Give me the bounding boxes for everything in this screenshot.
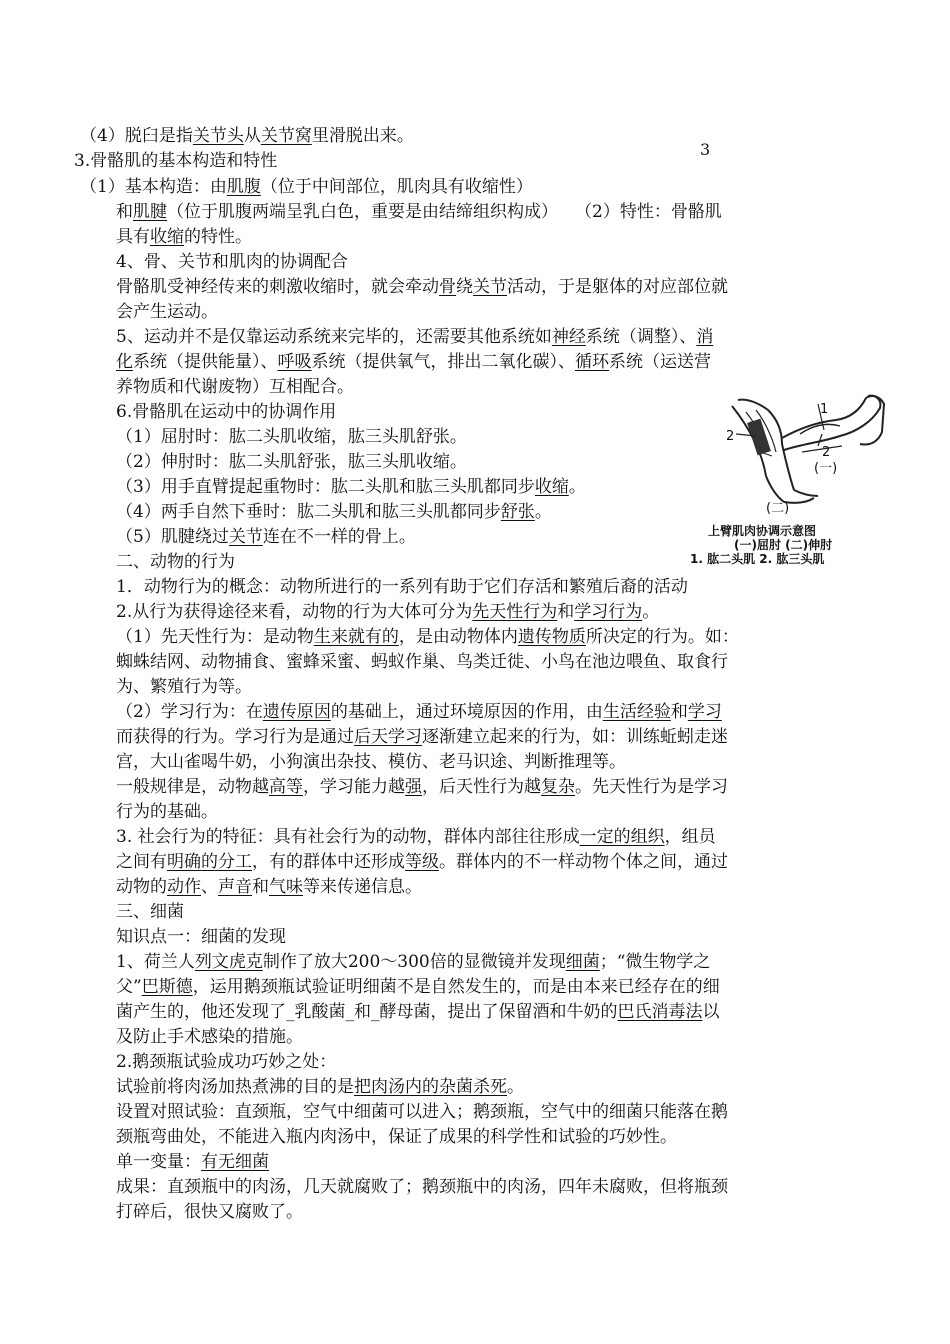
text-segment: 。群体内的不一样动物个体之间，通过	[439, 852, 728, 872]
text-segment: 活动，于是躯体的对应部位就	[507, 277, 728, 297]
label-triceps-2b: 2	[726, 429, 735, 444]
underlined-answer: 生活经验	[602, 702, 671, 722]
text-line	[80, 175, 533, 199]
text-segment: 颈瓶弯曲处，不能进入瓶内肉汤中，保证了成果的科学性和试验的巧妙性。	[116, 1127, 677, 1147]
text-segment: 具有	[116, 227, 150, 247]
text-segment: （1）屈肘时：肱二头肌收缩，肱三头肌舒张。	[116, 427, 467, 447]
underlined-answer: 收缩	[534, 477, 569, 497]
text-segment: 系统（提供氧气，排出二氧化碳）、	[311, 352, 575, 372]
text-line	[116, 625, 739, 649]
text-line	[116, 525, 416, 549]
text-segment: 之间有	[116, 852, 167, 872]
label-extension: (二)	[766, 501, 790, 516]
underlined-answer: 神经	[551, 327, 586, 347]
text-line	[116, 750, 626, 774]
underlined-answer: 细菌	[565, 952, 600, 972]
text-segment: 5、运动并不是仅靠运动系统来完毕的，还需要其他系统如	[116, 327, 552, 347]
text-segment: 绕	[456, 277, 473, 297]
text-segment: 。先天性行为是学习	[575, 777, 728, 797]
text-segment: 的特性。	[184, 227, 252, 247]
underlined-answer: 舒张	[500, 502, 535, 522]
underlined-answer: 列文虎克	[194, 952, 263, 972]
text-segment: 一般规律是，动物越	[116, 777, 269, 797]
text-line	[116, 450, 467, 474]
text-line	[116, 225, 252, 249]
text-line	[116, 400, 336, 424]
label-triceps-2: 2	[822, 445, 831, 460]
text-segment: （2）伸肘时：肱二头肌舒张，肱三头肌收缩。	[116, 452, 467, 472]
underlined-answer: 强	[405, 777, 422, 797]
text-segment: 逐渐建立起来的行为，如：训练蚯蚓走迷	[422, 727, 728, 747]
text-segment: 所决定的行为。如：	[585, 627, 739, 647]
text-segment: 父”	[116, 977, 142, 997]
text-line	[80, 124, 414, 148]
text-line	[116, 1075, 524, 1099]
text-line	[116, 300, 218, 324]
text-line	[116, 925, 286, 949]
text-segment: 2.鹅颈瓶试验成功巧妙之处：	[116, 1052, 337, 1072]
text-segment: 系统（提供能量）、	[133, 352, 278, 372]
underlined-answer: 巴斯德	[141, 977, 193, 997]
text-segment: 知识点一：细菌的发现	[116, 927, 286, 947]
text-segment: 连在不一样的骨上。	[262, 527, 416, 547]
text-segment: 里滑脱出来。	[311, 126, 414, 146]
underlined-answer: 气味	[269, 877, 303, 897]
text-line	[116, 975, 720, 999]
text-segment: 制作了放大200～300倍的显微镜并发现	[262, 952, 566, 972]
text-segment: 从	[243, 126, 261, 146]
text-line	[116, 275, 728, 299]
underlined-answer: 关节窝	[260, 126, 312, 146]
text-segment: ，后天性行为越	[422, 777, 541, 797]
text-line	[116, 575, 688, 599]
text-line	[116, 675, 252, 699]
text-line	[116, 350, 711, 374]
text-segment: 为、繁殖行为等。	[116, 677, 252, 697]
underlined-answer: 肌腱	[133, 202, 167, 222]
text-segment: 成果：直颈瓶中的肉汤，几天就腐败了；鹅颈瓶中的肉汤，四年未腐败，但将瓶颈	[116, 1177, 728, 1197]
text-line	[116, 850, 728, 874]
underlined-answer: 有无细菌	[201, 1152, 269, 1172]
underlined-answer: 学习行为	[574, 602, 643, 622]
underlined-answer: 动作	[167, 877, 201, 897]
underlined-answer: 收缩	[150, 227, 184, 247]
text-line	[116, 1025, 303, 1049]
text-segment: 和	[116, 202, 133, 222]
underlined-answer: 巴氏消毒法	[617, 1002, 703, 1022]
text-segment: 动物的	[116, 877, 167, 897]
text-line	[116, 1175, 728, 1199]
text-segment: 3.骨骼肌的基本构造和特性	[74, 151, 278, 171]
text-line	[74, 149, 277, 173]
label-flexion: (一)	[814, 461, 838, 476]
text-line	[116, 1200, 303, 1224]
page-number: 3	[700, 140, 711, 159]
figure-subtitle: (一)屈肘 (二)伸肘	[734, 538, 833, 552]
flexed-arm-drawing	[782, 396, 884, 452]
underlined-answer: 循环	[575, 352, 609, 372]
text-segment: （5）肌腱绕过	[116, 527, 229, 547]
text-line	[116, 1100, 728, 1124]
text-segment: 2.从行为获得途径来看，动物的行为大体可分为	[116, 602, 473, 622]
underlined-answer: 肌腹	[226, 177, 261, 197]
text-segment: 蜘蛛结网、动物捕食、蜜蜂采蜜、蚂蚁作巢、鸟类迁徙、小鸟在池边喂鱼、取食行	[116, 652, 728, 672]
text-segment: 会产生运动。	[116, 302, 218, 322]
underlined-answer: 把肉汤内的杂菌杀死	[354, 1077, 507, 1097]
text-segment: 和	[252, 877, 269, 897]
text-line	[116, 775, 728, 799]
text-segment: 4、骨、关节和肌肉的协调配合	[116, 252, 348, 272]
text-line	[116, 650, 728, 674]
text-segment: 。	[642, 602, 660, 622]
underlined-answer: 复杂	[541, 777, 575, 797]
text-segment: 3. 社会行为的特征：具有社会行为的动物，群体内部往往形成	[116, 827, 580, 847]
underlined-answer: 先天性行为	[472, 602, 558, 622]
underlined-answer: 明确的分工	[167, 852, 252, 872]
text-segment: 1、荷兰人	[116, 952, 195, 972]
text-line	[116, 875, 422, 899]
underlined-answer: 遗传原因	[262, 702, 331, 722]
text-segment: （4）脱臼是指	[80, 126, 193, 146]
text-segment: 试验前将肉汤加热煮沸的目的是	[116, 1077, 354, 1097]
text-segment: （3）用手直臂提起重物时：肱二头肌和肱三头肌都同步	[116, 477, 535, 497]
text-line	[116, 950, 710, 974]
underlined-answer: 声音	[218, 877, 252, 897]
underlined-answer: 关节头	[192, 126, 244, 146]
text-segment: 设置对照试验：直颈瓶，空气中细菌可以进入；鹅颈瓶，空气中的细菌只能落在鹅	[116, 1102, 728, 1122]
text-segment: 而获得的行为。学习行为是通过	[116, 727, 354, 747]
text-segment: 和	[670, 702, 688, 722]
underlined-answer: 遗传物质	[517, 627, 586, 647]
label-biceps-1: 1	[820, 402, 829, 417]
text-line	[116, 825, 716, 849]
text-segment: 和	[557, 602, 575, 622]
text-segment: 、	[201, 877, 218, 897]
text-segment: （位于中间部位，肌肉具有收缩性）	[260, 177, 533, 197]
text-segment: 单一变量：	[116, 1152, 201, 1172]
text-segment: 二、动物的行为	[116, 552, 235, 572]
text-segment: ，组员	[664, 827, 716, 847]
underlined-answer: 生来就有的	[313, 627, 399, 647]
text-segment: 三、细菌	[116, 902, 184, 922]
text-segment: 及防止手术感染的措施。	[116, 1027, 303, 1047]
text-segment: 系统（运送营	[609, 352, 711, 372]
underlined-answer: 等级	[405, 852, 439, 872]
text-segment: ，学习能力越	[303, 777, 405, 797]
underlined-answer: 后天学习	[354, 727, 422, 747]
text-segment: （4）两手自然下垂时：肱二头肌和肱三头肌都同步	[116, 502, 501, 522]
text-line	[116, 1000, 720, 1024]
underlined-answer: 骨	[439, 277, 456, 297]
text-segment: 以	[702, 1002, 720, 1022]
text-segment: ，运用鹅颈瓶试验证明细菌不是自然发生的，而是由本来已经存在的细	[192, 977, 720, 997]
text-segment: 的基础上，通过环境原因的作用，由	[330, 702, 603, 722]
underlined-answer: 一定的组织	[579, 827, 665, 847]
text-line	[116, 700, 722, 724]
text-line	[116, 1125, 677, 1149]
text-line	[116, 600, 659, 624]
text-line	[116, 500, 552, 524]
text-segment: （位于肌腹两端呈乳白色，重要是由结缔组织构成） （2）特性：骨骼肌	[167, 202, 722, 222]
underlined-answer: 呼吸	[277, 352, 312, 372]
text-line	[116, 425, 467, 449]
text-segment: 宫，大山雀喝牛奶，小狗演出杂技、模仿、老马识途、判断推理等。	[116, 752, 626, 772]
text-segment: 1．动物行为的概念：动物所进行的一系列有助于它们存活和繁殖后裔的活动	[116, 577, 688, 597]
figure-title: 上臂肌肉协调示意图	[708, 524, 817, 538]
text-segment: （1）先天性行为：是动物	[116, 627, 314, 647]
text-segment: 。	[568, 477, 586, 497]
text-line	[116, 900, 184, 924]
text-line	[116, 550, 235, 574]
text-segment: （1）基本构造：由	[80, 177, 227, 197]
underlined-answer: 关节	[228, 527, 263, 547]
underlined-answer: 化	[116, 352, 133, 372]
text-segment: 养物质和代谢废物）互相配合。	[116, 377, 354, 397]
text-segment: ，是由动物体内	[398, 627, 518, 647]
text-line	[116, 1050, 336, 1074]
text-segment: ，有的群体中还形成	[252, 852, 405, 872]
text-segment: ；“微生物学之	[599, 952, 711, 972]
text-segment: 行为的基础。	[116, 802, 218, 822]
text-segment: 。	[507, 1077, 524, 1097]
figure-legend: 1. 肱二头肌 2. 肱三头肌	[690, 552, 825, 566]
underlined-answer: 高等	[269, 777, 303, 797]
text-line	[116, 1150, 269, 1174]
text-segment: 骨骼肌受神经传来的刺激收缩时，就会牵动	[116, 277, 439, 297]
underlined-answer: 关节	[473, 277, 507, 297]
text-line	[116, 250, 348, 274]
text-segment: （2）学习行为：在	[116, 702, 263, 722]
text-line	[116, 325, 713, 349]
text-segment: 菌产生的，他还发现了_乳酸菌_和_酵母菌，提出了保留酒和牛奶的	[116, 1002, 618, 1022]
text-line	[116, 475, 586, 499]
text-line	[116, 200, 722, 224]
underlined-answer: 学习	[687, 702, 722, 722]
text-segment: 打碎后，很快又腐败了。	[116, 1202, 303, 1222]
text-segment: 等来传递信息。	[303, 877, 422, 897]
text-line	[116, 725, 728, 749]
text-segment: 6.骨骼肌在运动中的协调作用	[116, 402, 337, 422]
text-line	[116, 800, 218, 824]
text-segment: 。	[534, 502, 552, 522]
text-segment: 系统（调整）、	[585, 327, 697, 347]
text-line	[116, 375, 354, 399]
arm-muscle-diagram	[690, 392, 912, 568]
underlined-answer: 消	[696, 327, 714, 347]
